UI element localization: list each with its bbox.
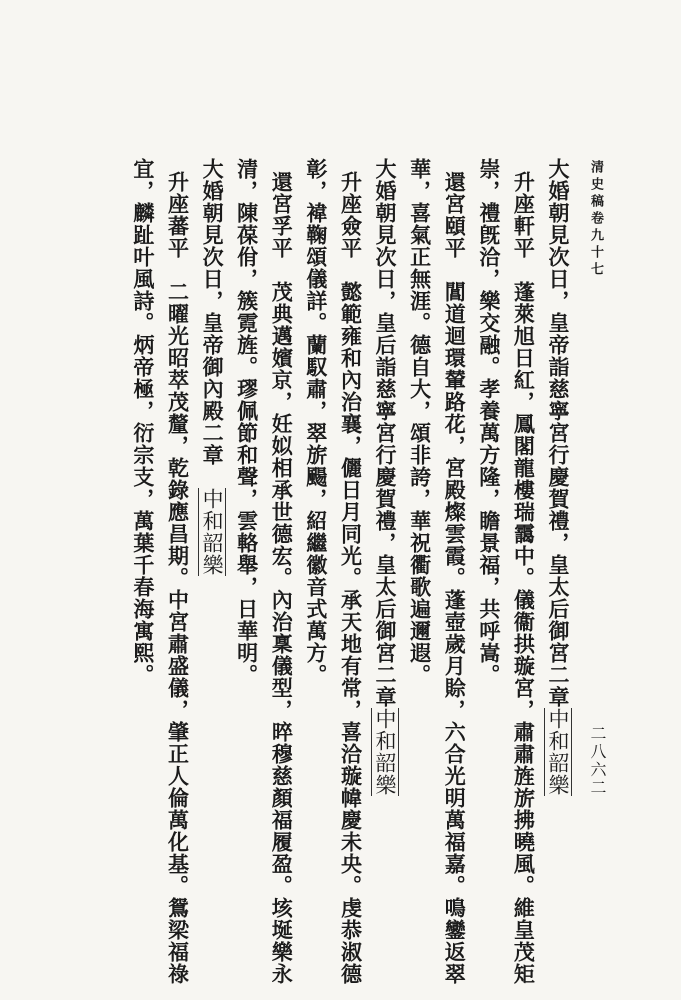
text-column: 大婚朝見次日，皇帝詣慈寧宮行慶賀禮，皇太后御宮二章中和韶樂 [546,158,571,796]
text-column: 宜，麟趾叶風詩。炳帝極，衍宗支，萬葉千春海寓熙。 [130,158,156,686]
text-column: 崇，禮旣洽，樂交融。孝養萬方隆，瞻景福，共呼嵩。 [476,158,502,686]
text-column: 升座軒平 蓬萊旭日紅，鳳閣龍樓瑞靄中。儀衞拱璇宮，肅肅旌旂拂曉風。維皇茂矩 [511,170,537,985]
text-column: 還宮孚平 茂典邁嬪京，妊姒相承世德宏。內治稟儀型，晬穆慈顏福履盈。垓埏樂永 [269,170,295,985]
music-tag: 中和韶樂 [546,708,570,796]
text-column: 升座蕃平 二曜光昭萃茂釐，乾錄應昌期。中宮肅盛儀，肇正人倫萬化基。鴛梁福祿 [165,170,191,985]
vertical-text-body [80,158,575,985]
text-column: 升座僉平 懿範雍和內治襄，儷日月同光。承天地有常，喜洽璇幃慶未央。虔恭淑德 [338,170,364,985]
text-column: 還宮頤平 閶道迴環輦路花，宮殿燦雲霞。蓬壺歲月賒，六合光明萬福嘉。鳴鑾返翠 [442,170,468,985]
text-column: 大婚朝見次日，皇后詣慈寧宮行慶賀禮，皇太后御宮二章中和韶樂 [373,158,399,796]
text-column: 清，陳葆佾，簇霓旌。璆佩節和聲，雲輅舉，日華明。 [234,158,260,686]
page-number: 二八六二 [588,725,607,797]
text-column: 大婚朝見次日，皇帝御內殿二章 中和韶樂 [200,158,226,576]
book-title: 清史稿卷九十七 [588,160,603,279]
text-column: 華，喜氣正無涯。德自大，頌非誇，華祝衢歌遍邇遐。 [407,158,433,686]
music-tag: 中和韶樂 [373,708,398,796]
music-tag: 中和韶樂 [200,488,225,576]
text-column: 彰，褘鞠頌儀詳。蘭馭肅，翠旂颺，紹繼徽音式萬方。 [303,158,329,686]
